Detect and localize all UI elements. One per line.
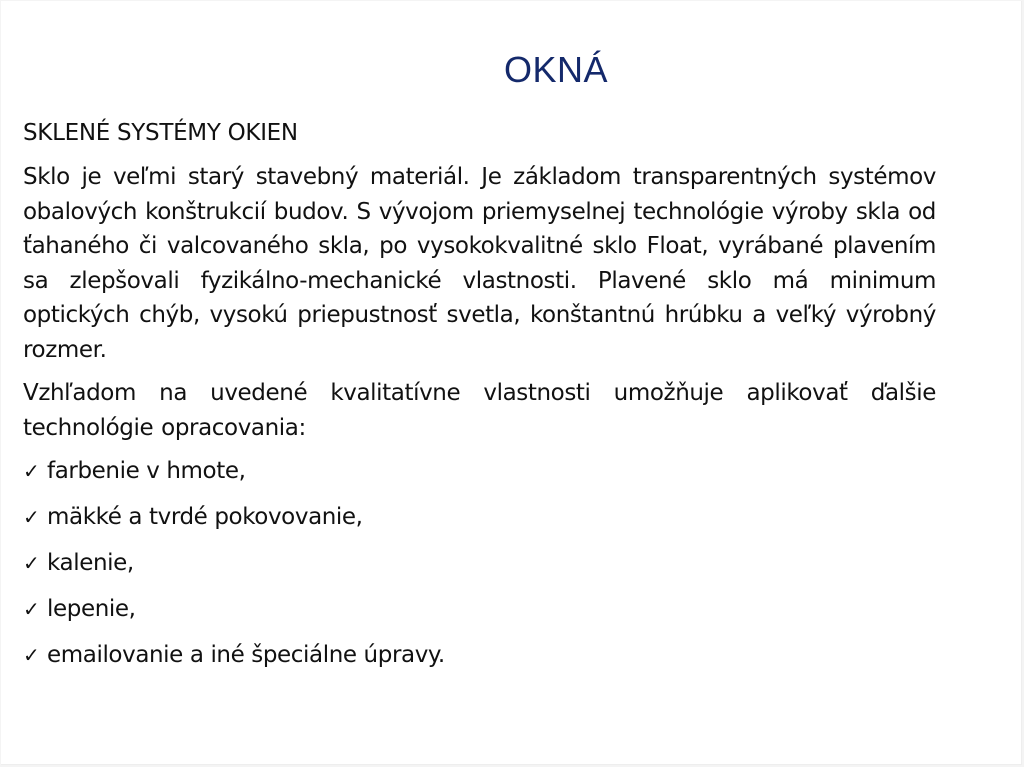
checkmark-icon: ✓ bbox=[23, 597, 40, 621]
list-item-text: farbenie v hmote, bbox=[47, 458, 246, 484]
slide-title: OKNÁ bbox=[503, 49, 609, 90]
section-heading: SKLENÉ SYSTÉMY OKIEN bbox=[23, 120, 298, 146]
list-item-text: lepenie, bbox=[47, 596, 136, 622]
checkmark-icon: ✓ bbox=[23, 505, 40, 529]
checkmark-icon: ✓ bbox=[23, 551, 40, 575]
list-item-text: mäkké a tvrdé pokovovanie, bbox=[47, 504, 363, 530]
list-item-text: kalenie, bbox=[47, 550, 134, 576]
slide bbox=[1, 1, 1022, 765]
list-item bbox=[23, 546, 936, 580]
checkmark-icon: ✓ bbox=[23, 643, 40, 667]
paragraph-intro: Sklo je veľmi starý stavebný materiál. Je základom transparentných systémov obalových konštrukcií budov. S vývojom priemyselnej technológie výroby skla od ťahaného či valcovaného skla, po vysokokvalitné sklo Float, vyrábané plavením sa zlepšovali fyzikálno-mechanické vlastnosti. Plavené sklo má minimum optických chýb, vysokú priepustnosť svetla, konštantnú hrúbku a veľký výrobný rozmer. bbox=[23, 164, 936, 363]
list-item bbox=[23, 454, 936, 488]
list-item bbox=[23, 638, 936, 672]
list-item bbox=[23, 500, 936, 534]
checkmark-icon: ✓ bbox=[23, 459, 40, 483]
list-item-text: emailovanie a iné špeciálne úpravy. bbox=[47, 642, 445, 668]
list-item bbox=[23, 592, 936, 626]
slide-content bbox=[23, 116, 936, 684]
paragraph-technologies: Vzhľadom na uvedené kvalitatívne vlastnosti umožňuje aplikovať ďalšie technológie opracovania: bbox=[23, 380, 936, 441]
technology-list bbox=[23, 454, 936, 672]
